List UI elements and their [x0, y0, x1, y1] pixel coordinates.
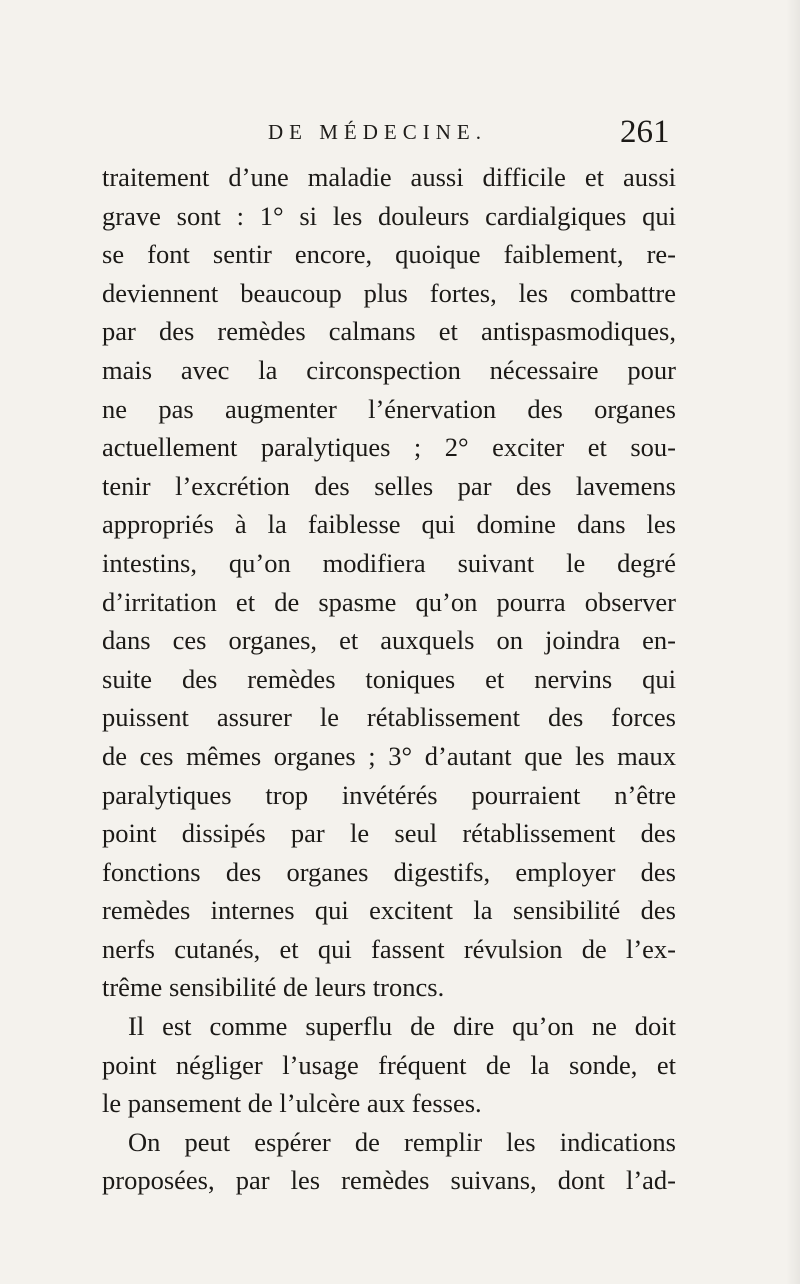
text-line: le pansement de l’ulcère aux fesses. [102, 1088, 482, 1119]
text-line: point dissipés par le seul rétablissement des [102, 818, 676, 849]
text-line: deviennent beaucoup plus fortes, les combattre [102, 277, 676, 308]
text-line: dans ces organes, et auxquels on joindra en- [102, 625, 676, 656]
text-line: On peut espérer de remplir les indications [128, 1126, 676, 1157]
text-line: remèdes internes qui excitent la sensibilité des [102, 895, 676, 926]
text-line: mais avec la circonspection nécessaire pour [102, 354, 676, 385]
text-line: fonctions des organes digestifs, employer des [102, 856, 676, 887]
text-line: par des remèdes calmans et antispasmodiques, [102, 316, 676, 347]
body-text [102, 158, 676, 1200]
text-line: se font sentir encore, quoique faiblement, re- [102, 239, 676, 270]
page-edge-shadow [786, 0, 800, 1284]
text-line: appropriés à la faiblesse qui domine dans les [102, 509, 676, 540]
page-header [0, 116, 800, 156]
text-line: paralytiques trop invétérés pourraient n’être [102, 779, 676, 810]
text-line: suite des remèdes toniques et nervins qui [102, 663, 676, 694]
text-line: d’irritation et de spasme qu’on pourra observer [102, 586, 676, 617]
text-line: Il est comme superflu de dire qu’on ne doit [128, 1011, 676, 1042]
text-line: actuellement paralytiques ; 2° exciter et sou- [102, 432, 676, 463]
text-line: proposées, par les remèdes suivans, dont l’ad- [102, 1165, 676, 1196]
text-line: nerfs cutanés, et qui fassent révulsion de l’ex- [102, 933, 676, 964]
text-line: ne pas augmenter l’énervation des organes [102, 393, 676, 424]
text-line: de ces mêmes organes ; 3° d’autant que les maux [102, 740, 676, 771]
text-line: tenir l’excrétion des selles par des lavemens [102, 470, 676, 501]
text-line: puissent assurer le rétablissement des forces [102, 702, 676, 733]
text-line: grave sont : 1° si les douleurs cardialgiques qui [102, 200, 676, 231]
text-line: trême sensibilité de leurs troncs. [102, 972, 445, 1003]
running-title: DE MÉDECINE. [268, 120, 487, 144]
page-number: 261 [620, 114, 670, 150]
text-line: point négliger l’usage fréquent de la sonde, et [102, 1049, 676, 1080]
text-line: intestins, qu’on modifiera suivant le degré [102, 547, 676, 578]
text-line: traitement d’une maladie aussi difficile et aussi [102, 162, 676, 192]
